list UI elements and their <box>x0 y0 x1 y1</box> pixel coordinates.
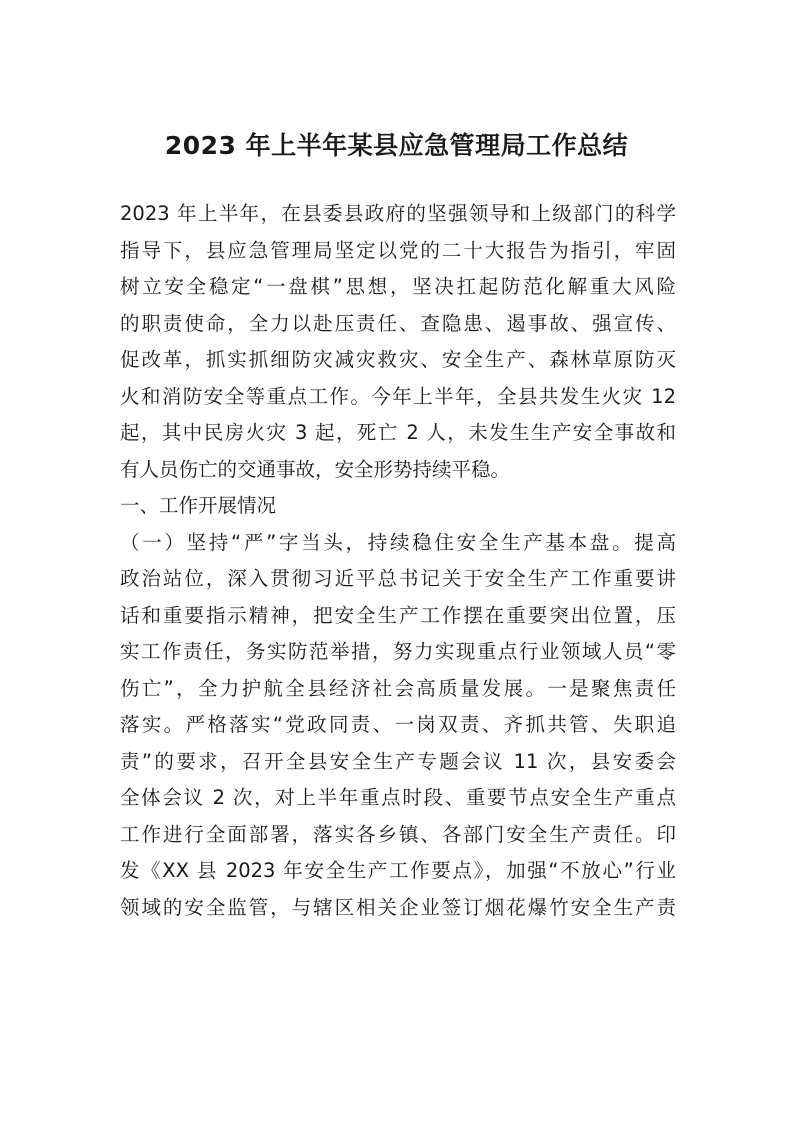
paragraph-intro <box>120 196 676 488</box>
text-line: 促改革，抓实抓细防灾减灾救灾、安全生产、森林草原防灭 <box>120 348 676 371</box>
text-line: 领域的安全监管，与辖区相关企业签订烟花爆竹安全生产责 <box>120 895 676 919</box>
document-title: 2023 年上半年某县应急管理局工作总结 <box>164 131 629 160</box>
text-line: 2023 年上半年，在县委县政府的坚强领导和上级部门的科学 <box>120 202 676 225</box>
text-line: 的职责使命，全力以赴压责任、查隐患、遏事故、强宣传、 <box>120 311 676 335</box>
text-line: 发《XX 县 2023 年安全生产工作要点》，加强“不放心”行业 <box>120 859 676 882</box>
text-line: 有人员伤亡的交通事故，安全形势持续平稳。 <box>120 457 511 481</box>
text-line: 树立安全稳定“一盘棋”思想，坚决扛起防范化解重大风险 <box>120 275 676 298</box>
text-line: 伤亡”，全力护航全县经济社会高质量发展。一是聚焦责任 <box>120 676 676 700</box>
text-line: 落实。严格落实“党政同责、一岗双责、齐抓共管、失职追 <box>120 713 676 736</box>
text-line: 起，其中民房火灾 3 起，死亡 2 人，未发生生产安全事故和 <box>120 421 676 444</box>
text-line: 工作进行全面部署，落实各乡镇、各部门安全生产责任。印 <box>120 822 676 846</box>
text-line: 政治站位，深入贯彻习近平总书记关于安全生产工作重要讲 <box>120 567 676 590</box>
text-line: 火和消防安全等重点工作。今年上半年，全县共发生火灾 12 <box>120 384 676 408</box>
text-line: 责”的要求，召开全县安全生产专题会议 11 次，县安委会 <box>120 749 676 773</box>
text-line: 话和重要指示精神，把安全生产工作摆在重要突出位置，压 <box>120 603 676 627</box>
heading-text: 一、工作开展情况 <box>120 494 277 517</box>
paragraph-section-1 <box>120 525 676 927</box>
text-line: 指导下，县应急管理局坚定以党的二十大报告为指引，牢固 <box>120 238 676 262</box>
section-heading <box>120 488 676 525</box>
text-line: （一）坚持“严”字当头，持续稳住安全生产基本盘。提高 <box>120 530 676 554</box>
text-line: 实工作责任，务实防范举措，努力实现重点行业领域人员“零 <box>120 640 676 663</box>
document-body <box>120 196 676 926</box>
text-line: 全体会议 2 次，对上半年重点时段、重要节点安全生产重点 <box>120 786 676 809</box>
